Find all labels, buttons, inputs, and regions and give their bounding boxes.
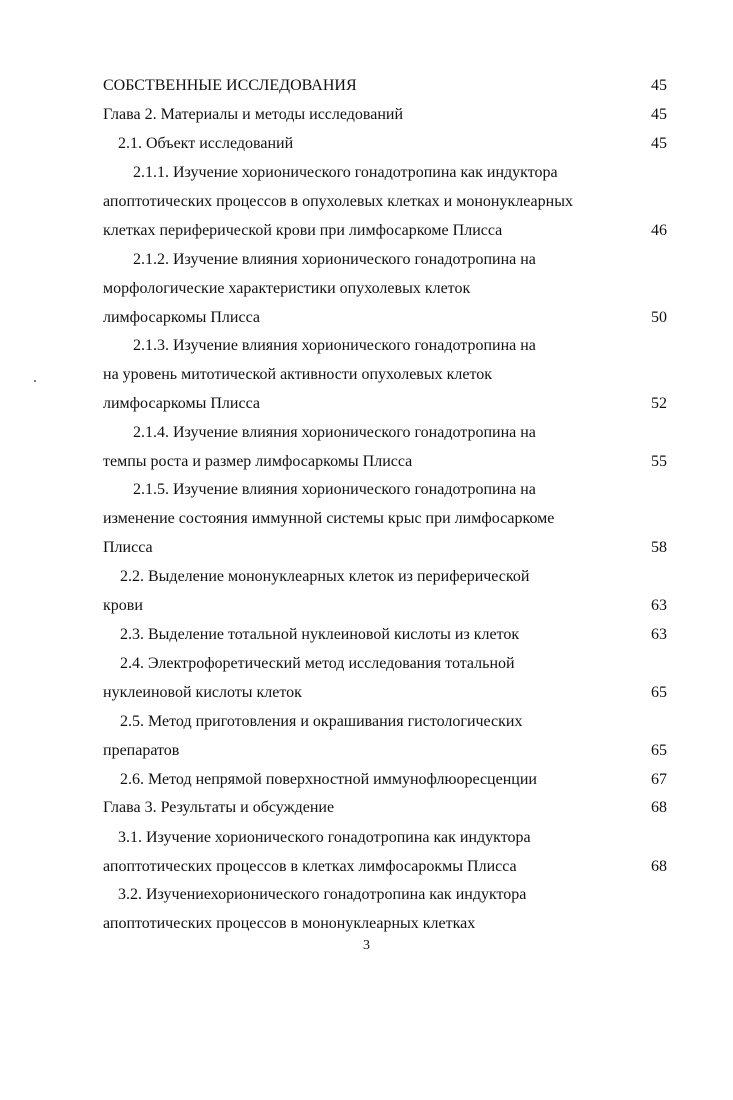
scan-speck — [34, 380, 36, 382]
toc-entry-text: изменение состояния иммунной системы крыс при лимфосаркоме — [103, 510, 555, 527]
toc-entry — [0, 707, 733, 736]
toc-entry-text: темпы роста и размер лимфосаркомы Плисса — [103, 453, 413, 470]
toc-entry — [0, 360, 733, 389]
toc-entry — [0, 331, 733, 360]
toc-entry-text: Глава 2. Материалы и методы исследований — [103, 106, 404, 123]
toc-entry — [0, 71, 733, 100]
toc-entry-text: 2.1.5. Изучение влияния хорионического гонадотропина на — [133, 481, 536, 498]
toc-entry-text: на уровень митотической активности опухолевых клеток — [103, 366, 493, 383]
toc-entry — [0, 562, 733, 591]
toc-entry-text: 2.5. Метод приготовления и окрашивания гистологических — [120, 713, 523, 730]
toc-entry-text: препаратов — [103, 742, 180, 759]
toc-entry-text: апоптотических процессов в клетках лимфосарокмы Плисса — [103, 858, 517, 875]
toc-entry — [0, 591, 733, 620]
toc-entry — [0, 649, 733, 678]
toc-entry — [0, 475, 733, 504]
toc-entry-text: лимфосаркомы Плисса — [103, 309, 260, 326]
toc-entry-page: 50 — [651, 309, 667, 326]
toc-entry-page: 45 — [651, 106, 667, 123]
toc-entry-text: клетках периферической крови при лимфосаркоме Плисса — [103, 222, 503, 239]
toc-entry-page: 68 — [651, 858, 667, 875]
toc-entry-text: 2.1.2. Изучение влияния хорионического гонадотропина на — [133, 251, 536, 268]
toc-entry-text: 3.2. Изучениехорионического гонадотропина как индуктора — [118, 886, 527, 903]
toc-entry-page: 65 — [651, 742, 667, 759]
toc-entry — [0, 129, 733, 158]
toc-entry-text: 2.1.3. Изучение влияния хорионического гонадотропина на — [133, 337, 536, 354]
toc-entry — [0, 389, 733, 418]
toc-entry — [0, 736, 733, 765]
toc-entry-page: 52 — [651, 395, 667, 412]
toc-entry-text: 2.2. Выделение мононуклеарных клеток из периферической — [120, 568, 530, 585]
toc-entry-text: лимфосаркомы Плисса — [103, 395, 260, 412]
toc-entry-text: апоптотических процессов в опухолевых клетках и мононуклеарных — [103, 193, 573, 210]
toc-entry-text: Глава 3. Результаты и обсуждение — [103, 799, 335, 816]
toc-entry — [0, 909, 733, 938]
toc-entry-text: 2.1.4. Изучение влияния хорионического гонадотропина на — [133, 424, 536, 441]
toc-entry-text: 2.1. Объект исследований — [118, 135, 294, 152]
toc-entry-text: 2.6. Метод непрямой поверхностной иммунофлюоресценции — [120, 771, 537, 788]
toc-entry-page: 58 — [651, 539, 667, 556]
toc-entry — [0, 418, 733, 447]
toc-entry-text: 2.1.1. Изучение хорионического гонадотропина как индуктора — [133, 164, 558, 181]
toc-entry — [0, 447, 733, 476]
toc-entry — [0, 678, 733, 707]
toc-entry — [0, 158, 733, 187]
toc-entry — [0, 880, 733, 909]
toc-entry-page: 65 — [651, 684, 667, 701]
toc-entry-page: 67 — [651, 771, 667, 788]
toc-entry-page: 63 — [651, 597, 667, 614]
page-number: 3 — [363, 938, 370, 953]
toc-entry-text: морфологические характеристики опухолевых клеток — [103, 280, 471, 297]
toc-entry — [0, 504, 733, 533]
toc-entry-text: 2.4. Электрофоретический метод исследования тотальной — [120, 655, 515, 672]
toc-entry-text: нуклеиновой кислоты клеток — [103, 684, 302, 701]
toc-entry — [0, 274, 733, 303]
toc-entry — [0, 100, 733, 129]
toc-entry — [0, 216, 733, 245]
toc-entry-page: 45 — [651, 135, 667, 152]
toc-entry-page: 45 — [651, 77, 667, 94]
toc-entry — [0, 245, 733, 274]
toc-entry — [0, 303, 733, 332]
toc-entry-text: 3.1. Изучение хорионического гонадотропина как индуктора — [118, 829, 531, 846]
toc-entry-text: Плисса — [103, 539, 153, 556]
toc-entry-text: 2.3. Выделение тотальной нуклеиновой кислоты из клеток — [120, 626, 520, 643]
toc-entry-text: апоптотических процессов в мононуклеарных клетках — [103, 915, 476, 932]
toc-entry-text: СОБСТВЕННЫЕ ИССЛЕДОВАНИЯ — [103, 77, 357, 94]
toc-entry — [0, 187, 733, 216]
toc-entry — [0, 765, 733, 794]
toc-entry-page: 63 — [651, 626, 667, 643]
toc-entry-page: 46 — [651, 222, 667, 239]
toc-entry — [0, 793, 733, 822]
toc-entry — [0, 823, 733, 852]
toc-entry — [0, 533, 733, 562]
toc-entry-page: 68 — [651, 799, 667, 816]
toc-entry — [0, 852, 733, 881]
toc-entry — [0, 620, 733, 649]
toc-entry-text: крови — [103, 597, 143, 614]
toc-entry-page: 55 — [651, 453, 667, 470]
